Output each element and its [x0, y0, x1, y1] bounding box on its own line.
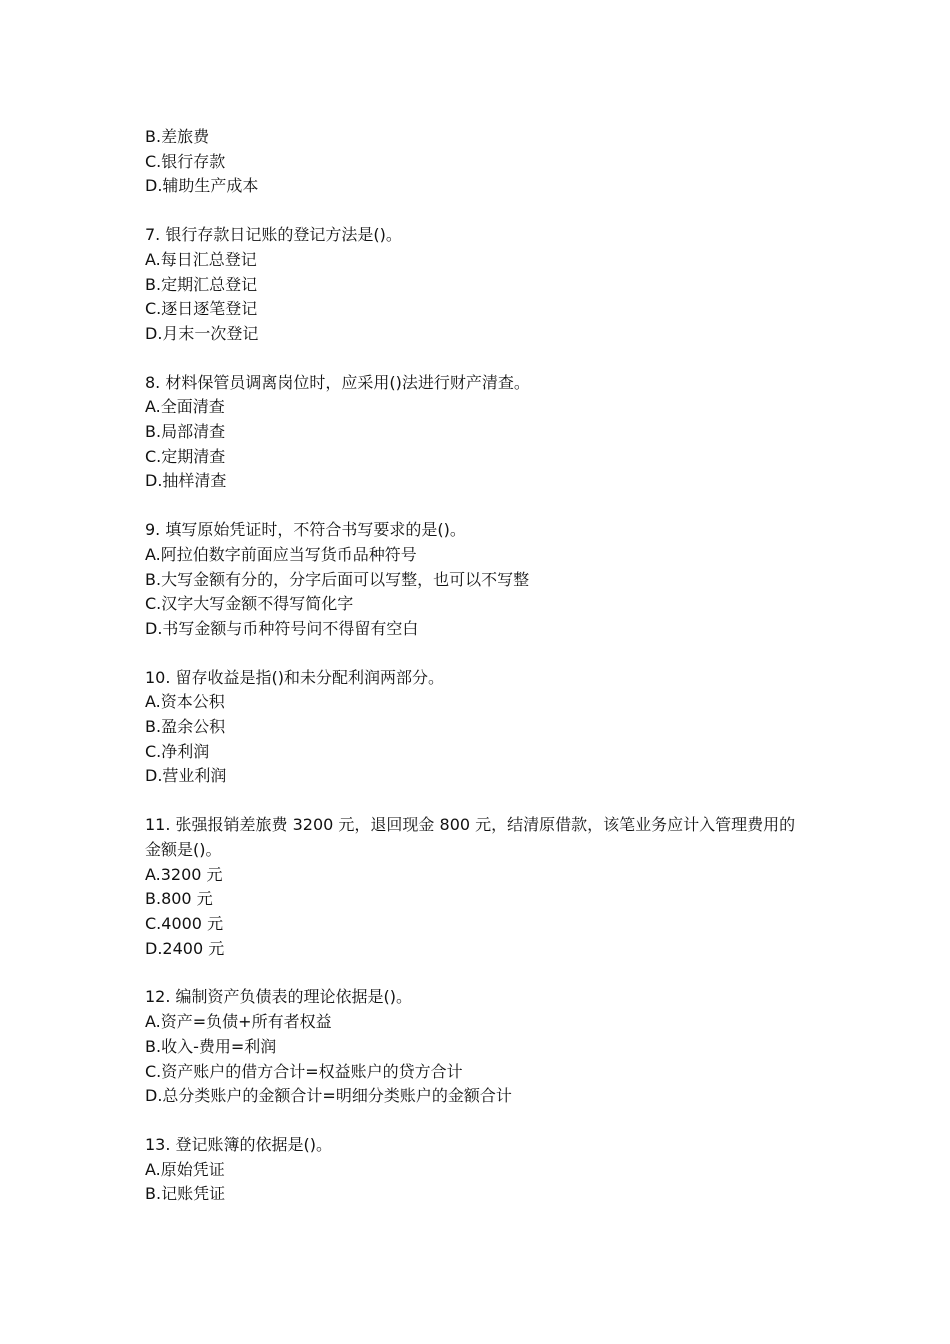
question-7 [145, 223, 815, 347]
option-line: A.3200 元 [145, 864, 223, 884]
option-line: B.定期汇总登记 [145, 274, 258, 294]
option-line: C.汉字大写金额不得写简化字 [145, 594, 354, 614]
question-13 [145, 1133, 815, 1207]
option-line: B.局部清查 [145, 422, 226, 442]
option-line: D.辅助生产成本 [145, 176, 259, 196]
option-line: C.银行存款 [145, 151, 226, 171]
option-line: D.抽样清查 [145, 471, 227, 491]
option-line: A.每日汇总登记 [145, 249, 257, 269]
question-12 [145, 985, 815, 1109]
option-line: B.大写金额有分的，分字后面可以写整，也可以不写整 [145, 569, 530, 589]
exam-content [145, 125, 815, 1231]
option-line: D.书写金额与币种符号问不得留有空白 [145, 618, 419, 638]
option-line: B.800 元 [145, 889, 213, 909]
option-line: D.2400 元 [145, 938, 225, 958]
option-line: B.差旅费 [145, 127, 210, 146]
option-line: D.营业利润 [145, 766, 227, 786]
question-11 [145, 813, 815, 961]
question-stem: 12. 编制资产负债表的理论依据是()。 [145, 987, 413, 1007]
option-line: A.资产=负债+所有者权益 [145, 1012, 332, 1032]
question-9 [145, 518, 815, 642]
option-line: C.净利润 [145, 741, 210, 761]
option-line: B.盈余公积 [145, 717, 226, 737]
question-8 [145, 371, 815, 495]
option-line: B.记账凭证 [145, 1184, 226, 1204]
question-stem: 7. 银行存款日记账的登记方法是()。 [145, 225, 402, 245]
option-line: D.月末一次登记 [145, 323, 259, 343]
option-line: B.收入-费用=利润 [145, 1036, 277, 1056]
question-stem: 8. 材料保管员调离岗位时，应采用()法进行财产清查。 [145, 372, 530, 392]
question-10 [145, 666, 815, 790]
option-line: C.逐日逐笔登记 [145, 299, 258, 319]
option-line: A.全面清查 [145, 397, 225, 417]
option-line: D.总分类账户的金额合计=明细分类账户的金额合计 [145, 1086, 512, 1106]
option-line: A.资本公积 [145, 692, 225, 712]
option-line: C.4000 元 [145, 913, 224, 933]
option-line: C.资产账户的借方合计=权益账户的贷方合计 [145, 1061, 463, 1081]
option-line: C.定期清查 [145, 446, 226, 466]
option-line: A.阿拉伯数字前面应当写货币品种符号 [145, 544, 417, 564]
question-stem: 10. 留存收益是指()和未分配利润两部分。 [145, 667, 445, 687]
option-line: A.原始凭证 [145, 1159, 225, 1179]
question-stem: 11. 张强报销差旅费 3200 元，退回现金 800 元，结清原借款，该笔业务应计入管理费用的金额是()。 [145, 815, 796, 859]
continued-options [145, 125, 815, 199]
question-stem: 13. 登记账簿的依据是()。 [145, 1134, 333, 1154]
question-stem: 9. 填写原始凭证时，不符合书写要求的是()。 [145, 520, 466, 540]
